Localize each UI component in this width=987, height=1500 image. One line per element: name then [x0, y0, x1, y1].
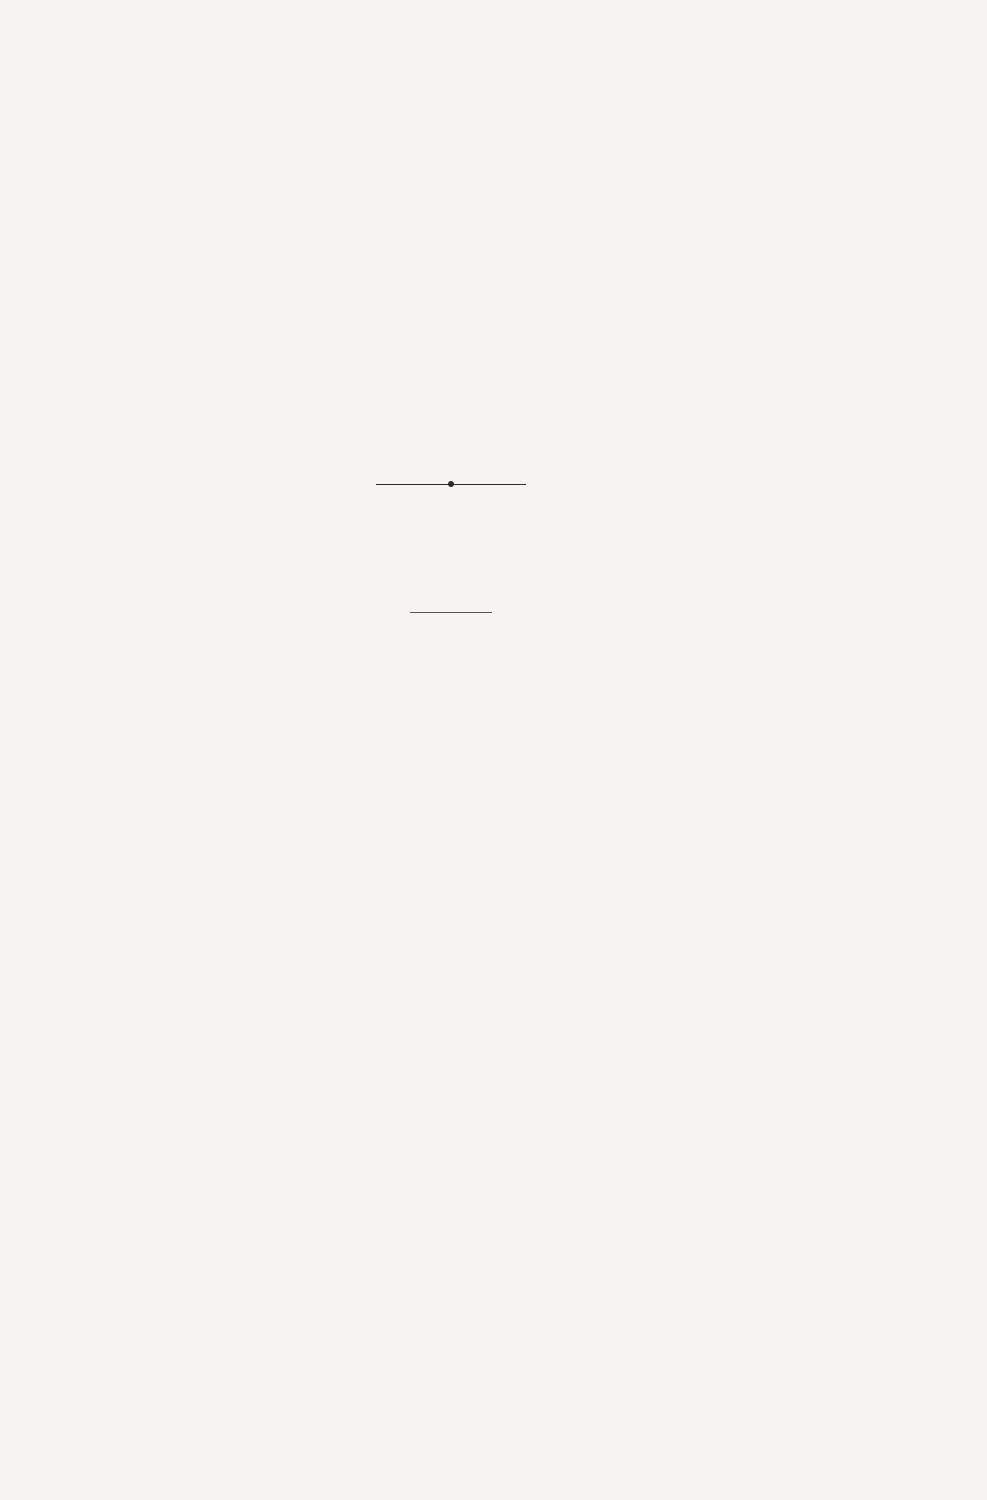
- title-rule: [410, 612, 492, 613]
- divider-ornament: [448, 481, 454, 487]
- running-head: [80, 62, 820, 92]
- page-footer: [82, 1358, 824, 1394]
